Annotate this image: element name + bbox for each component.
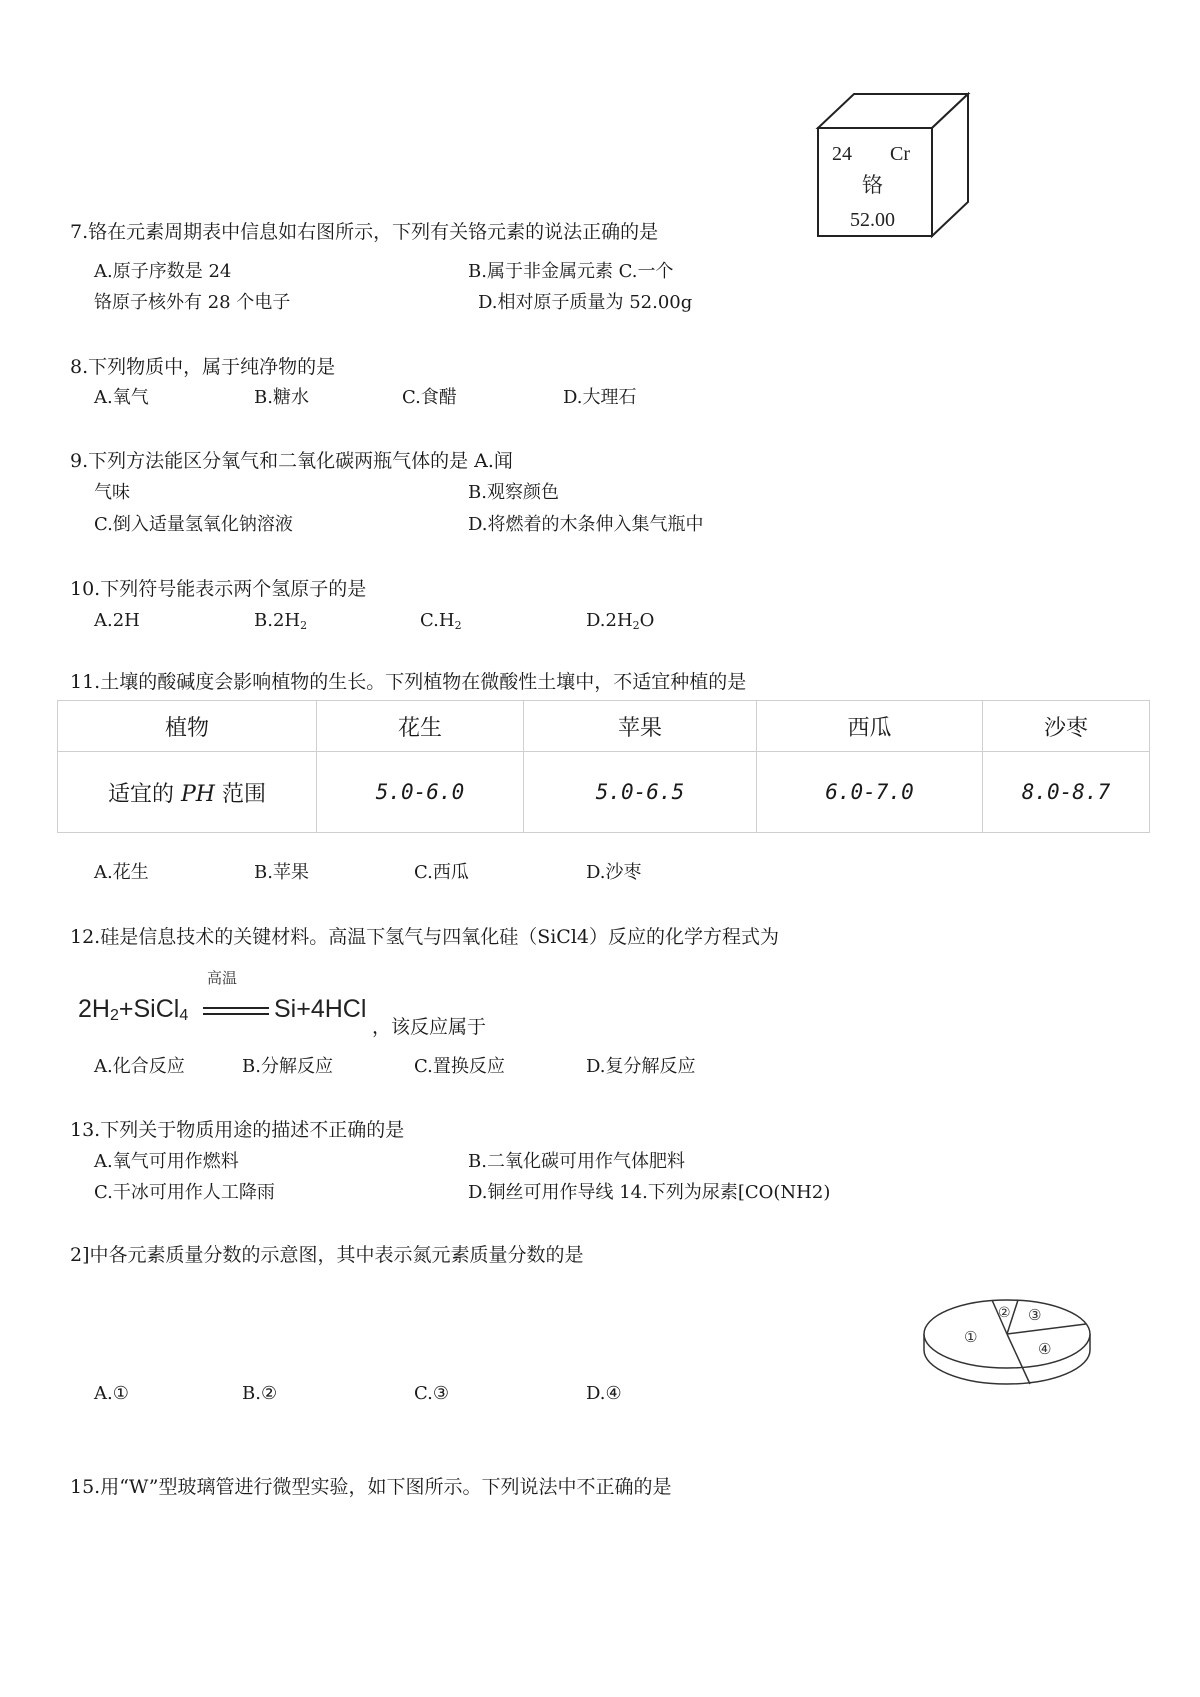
- row-label-pre: 适宜的: [108, 781, 181, 807]
- q13-option-d: D.铜丝可用作导线 14.下列为尿素[CO(NH2): [468, 1182, 831, 1203]
- q9-line2: 气味: [94, 482, 130, 503]
- q10-option-d-sub: 2: [632, 619, 640, 632]
- q10-option-a: A.2H: [94, 610, 140, 631]
- table-cell-peanut: 5.0-6.0: [317, 752, 524, 833]
- q12-stem: 12.硅是信息技术的关键材料。高温下氢气与四氧化硅（SiCl4）反应的化学方程式为: [70, 926, 780, 948]
- q10-option-b-text: B.2H: [254, 610, 301, 631]
- q11-option-a: A.花生: [94, 862, 149, 883]
- q9-option-d: D.将燃着的木条伸入集气瓶中: [468, 514, 704, 535]
- q15-stem: 15.用“W”型玻璃管进行微型实验，如下图所示。下列说法中不正确的是: [70, 1476, 672, 1498]
- q11-stem: 11.土壤的酸碱度会影响植物的生长。下列植物在微酸性土壤中，不适宜种植的是: [70, 671, 747, 693]
- eq-h2: 2H: [78, 995, 110, 1023]
- q10-option-c-sub: 2: [454, 619, 462, 632]
- element-mass: 52.00: [850, 209, 895, 231]
- row-label-ph: PH: [181, 781, 215, 807]
- table-header-cell: 沙枣: [983, 701, 1150, 752]
- q11-option-d: D.沙枣: [586, 862, 642, 883]
- q10-option-d-tail: O: [639, 610, 655, 631]
- equation-double-line: [203, 1006, 269, 1016]
- element-number: 24: [832, 143, 852, 165]
- q8-stem: 8.下列物质中，属于纯净物的是: [70, 356, 336, 378]
- q7-stem: 7.铬在元素周期表中信息如右图所示，下列有关铬元素的说法正确的是: [70, 221, 659, 243]
- q10-option-c: [420, 609, 462, 638]
- q12-option-a: A.化合反应: [94, 1056, 185, 1077]
- q11-option-c: C.西瓜: [414, 862, 469, 883]
- q14-option-a: A.①: [94, 1383, 129, 1404]
- pie-label-2: ②: [998, 1305, 1011, 1321]
- q12-option-b: B.分解反应: [242, 1056, 333, 1077]
- q7-option-d: D.相对原子质量为 52.00g: [478, 292, 693, 313]
- q10-option-d-text: D.2H: [586, 610, 633, 631]
- table-header-cell: 西瓜: [757, 701, 983, 752]
- q11-option-b: B.苹果: [254, 862, 309, 883]
- q13-stem: 13.下列关于物质用途的描述不正确的是: [70, 1119, 405, 1141]
- element-symbol: Cr: [890, 143, 910, 165]
- q10-option-b: [254, 609, 307, 638]
- eq-right: Si+4HCl: [274, 995, 367, 1023]
- chromium-element-card: [810, 92, 975, 242]
- eq-sub-2: 2: [109, 1007, 119, 1024]
- q8-option-a: A.氧气: [94, 387, 149, 408]
- table-header-row: [58, 701, 1150, 752]
- q9-option-b: B.观察颜色: [468, 482, 559, 503]
- q12-option-d: D.复分解反应: [586, 1056, 696, 1077]
- q8-option-d: D.大理石: [563, 387, 637, 408]
- table-cell-watermelon: 6.0-7.0: [757, 752, 983, 833]
- q10-option-b-sub: 2: [300, 619, 308, 632]
- ph-range-table: [57, 700, 1150, 833]
- q14-stem: 2]中各元素质量分数的示意图，其中表示氮元素质量分数的是: [70, 1244, 584, 1266]
- q13-option-c: C.干冰可用作人工降雨: [94, 1182, 275, 1203]
- q7-line2: 铬原子核外有 28 个电子: [94, 292, 291, 313]
- q9-option-c: C.倒入适量氢氧化钠溶液: [94, 514, 293, 535]
- reaction-condition: 高温: [207, 970, 238, 987]
- pie-label-1: ①: [964, 1328, 978, 1346]
- table-row: [58, 752, 1150, 833]
- q14-option-b: B.②: [242, 1383, 278, 1404]
- q7-option-a: A.原子序数是 24: [94, 261, 232, 282]
- urea-mass-fraction-pie: [920, 1292, 1095, 1392]
- q8-option-c: C.食醋: [402, 387, 457, 408]
- q10-option-c-text: C.H: [420, 610, 455, 631]
- q12-tail: ，该反应属于: [372, 1016, 487, 1038]
- eq-sicl: +SiCl: [118, 995, 180, 1023]
- q14-option-c: C.③: [414, 1383, 449, 1404]
- q7-option-b-c: B.属于非金属元素 C.一个: [468, 261, 674, 282]
- q13-option-b: B.二氧化碳可用作气体肥料: [468, 1151, 685, 1172]
- table-cell-apple: 5.0-6.5: [524, 752, 757, 833]
- chemical-equation: [78, 995, 188, 1025]
- q8-option-b: B.糖水: [254, 387, 309, 408]
- table-cell-oleaster: 8.0-8.7: [983, 752, 1150, 833]
- q14-option-d: D.④: [586, 1383, 622, 1404]
- q10-option-d: [586, 609, 654, 638]
- element-name: 铬: [862, 173, 883, 197]
- row-label-post: 范围: [215, 781, 266, 807]
- q9-stem: 9.下列方法能区分氧气和二氧化碳两瓶气体的是 A.闻: [70, 450, 513, 472]
- table-header-cell: 苹果: [524, 701, 757, 752]
- q13-option-a: A.氧气可用作燃料: [94, 1151, 239, 1172]
- q12-option-c: C.置换反应: [414, 1056, 505, 1077]
- pie-label-3: ③: [1028, 1306, 1042, 1324]
- table-header-cell: 植物: [58, 701, 317, 752]
- q10-stem: 10.下列符号能表示两个氢原子的是: [70, 578, 367, 600]
- pie-label-4: ④: [1038, 1340, 1052, 1358]
- eq-sub-4: 4: [179, 1007, 189, 1024]
- table-row-label: [58, 752, 317, 833]
- table-header-cell: 花生: [317, 701, 524, 752]
